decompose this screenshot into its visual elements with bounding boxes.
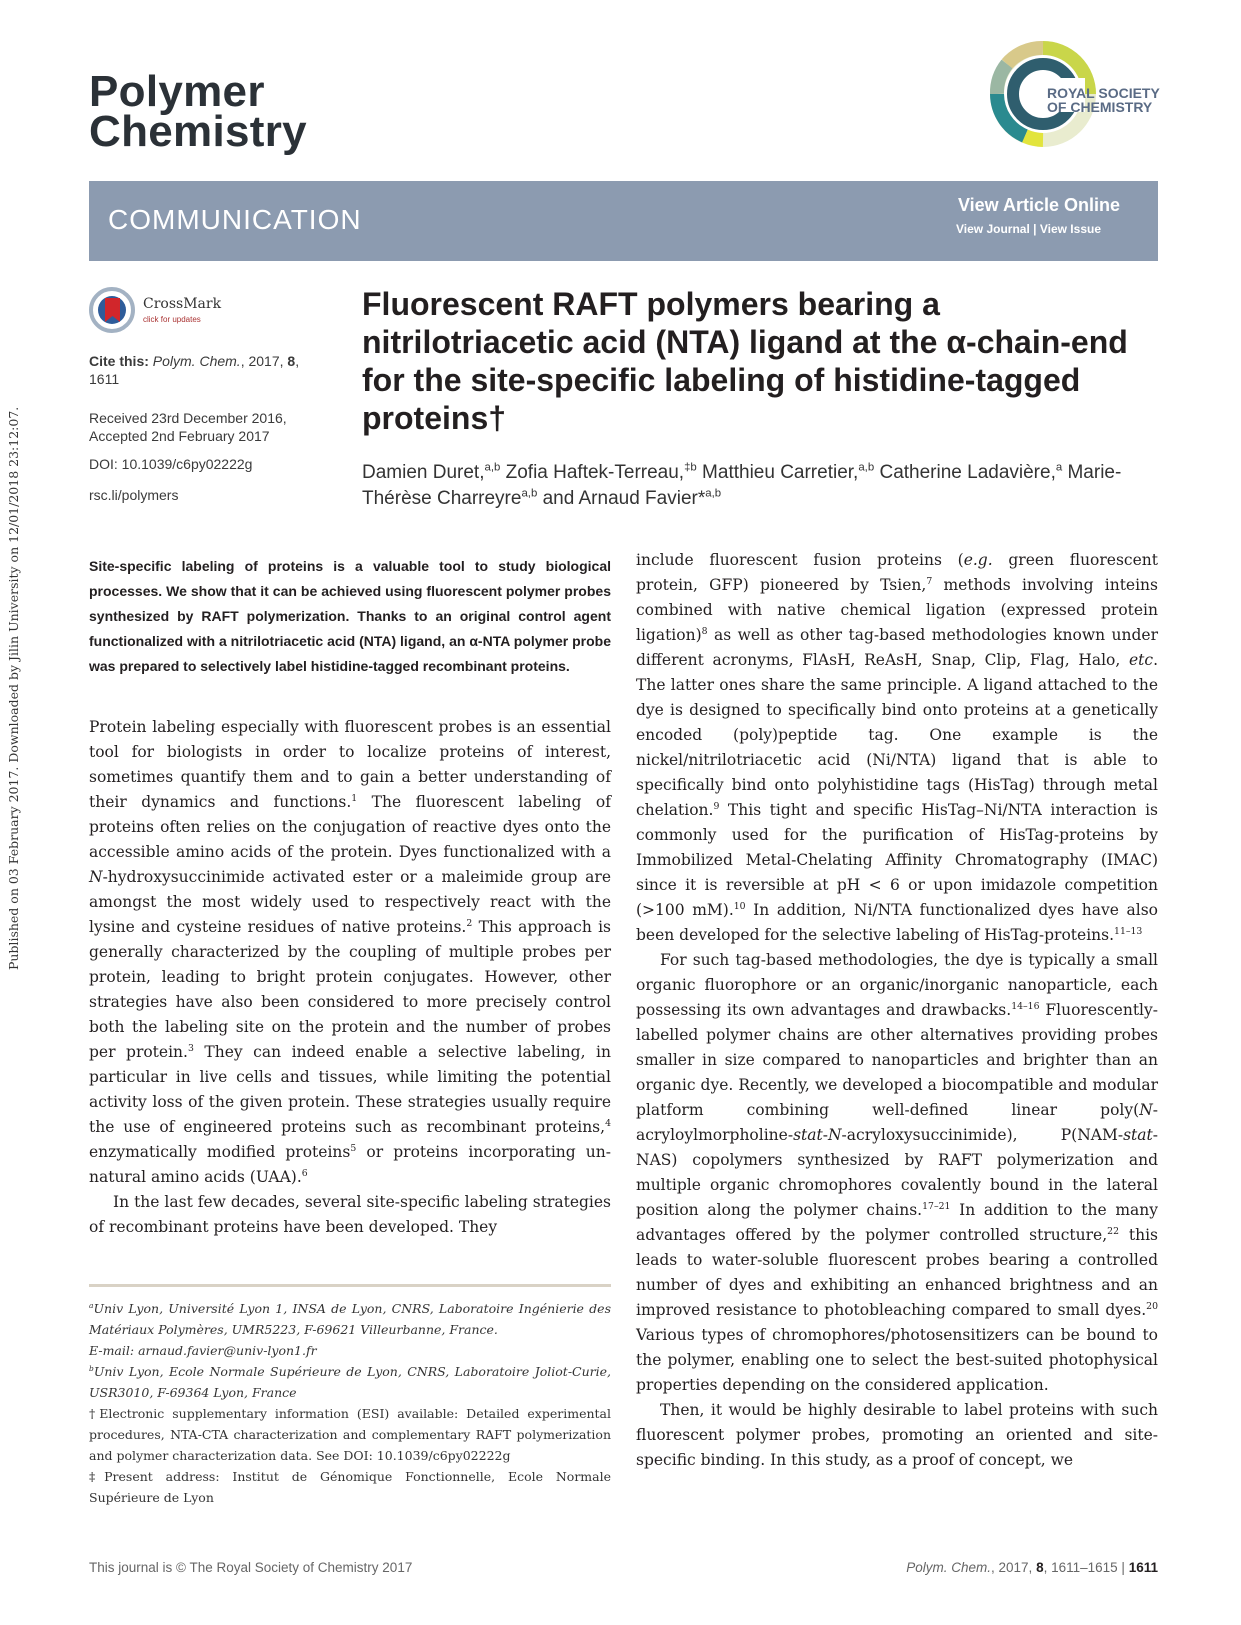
banner-links: View Journal | View Issue bbox=[955, 222, 1101, 236]
italic-text: etc bbox=[1128, 651, 1154, 669]
text-run: In addition, Ni/NTA functionalized dyes have also been developed for the selective labeling of HisTag-proteins. bbox=[636, 901, 1158, 944]
author-name: Catherine Ladavière, bbox=[874, 462, 1056, 483]
text-run: Various types of chromophores/photosensitizers can be bound to the polymer, enabling one to select the best-suited photophysical properties depending on the considered application. bbox=[636, 1326, 1158, 1394]
text-run: The fluorescent labeling of proteins often relies on the conjugation of reactive dyes onto the accessible amino acids of the protein. Dyes functionalized with a bbox=[89, 793, 611, 861]
citation-ref: 11–13 bbox=[1114, 925, 1143, 937]
author-list bbox=[362, 460, 1162, 512]
footnotes: $^a$Univ Lyon, Université Lyon 1, INSA de Lyon, CNRS, Laboratoire Ingénierie des Matériaux Polymères, UMR5223, F-69621 Villeurbanne, France. E-mail: arnaud.favier@univ-lyon1.fr $^b$Univ Lyon, Ecole Normale Supérieure de Lyon, CNRS, Laboratoire Joliot-Curie, USR3010, F-69364 Lyon, France †Electronic supplementary information (ESI) available: Detailed experimental procedures, NTA-CTA characterization and complementary RAFT polymerization and polymer characterization data. See DOI: 10.1039/c6py02222g ‡Present address: Institut de Génomique Fonctionnelle, Ecole Normale Supérieure de Lyon bbox=[89, 1298, 611, 1508]
page-footer: Polym. Chem., 2017, 8, 1611–1615 | 1611 bbox=[906, 1560, 1158, 1575]
text-run: They can indeed enable a selective labeling, in particular in live cells and tissues, while limiting the potential activity loss of the given protein. These strategies usually require the use of engineered proteins such as recombinant proteins, bbox=[89, 1043, 611, 1136]
text-run: In the last few decades, several site-specific labeling strategies of recombinant proteins have been developed. They bbox=[89, 1193, 611, 1236]
doi[interactable]: DOI: 10.1039/c6py02222g bbox=[89, 456, 253, 472]
rsc-name-line1: ROYAL SOCIETY bbox=[1047, 85, 1160, 101]
citation-ref: 17–21 bbox=[922, 1200, 951, 1212]
text-run: -NAS) copolymers synthesized by RAFT polymerization and multiple organic chromophores covalently bound in the lateral position along the polymer chains. bbox=[636, 1126, 1158, 1219]
body-paragraph bbox=[89, 715, 611, 1190]
citation-ref: 5 bbox=[350, 1142, 357, 1154]
esi-note: †Electronic supplementary information (ESI) available: Detailed experimental procedures, NTA-CTA characterization and complementary RAFT polymerization and polymer characterization data. See DOI: 10.1039/c6py02222g bbox=[89, 1406, 611, 1463]
accepted-date: Accepted 2nd February 2017 bbox=[89, 428, 270, 444]
body-left-column bbox=[89, 715, 611, 1240]
copyright-footer: This journal is © The Royal Society of Chemistry 2017 bbox=[89, 1560, 413, 1575]
citation-ref: 9 bbox=[713, 800, 720, 812]
download-note: Published on 03 February 2017. Downloaded by Jilin University on 12/01/2018 23:12:07. bbox=[6, 406, 21, 970]
text-run: For such tag-based methodologies, the dye is typically a small organic fluorophore or an organic/inorganic nanoparticle, each possessing its own advantages and drawbacks. bbox=[636, 951, 1158, 1019]
citation-ref: 14–16 bbox=[1011, 1000, 1040, 1012]
citation-ref: 6 bbox=[301, 1167, 308, 1179]
text-run: - bbox=[822, 1126, 828, 1144]
italic-text: N bbox=[89, 868, 103, 886]
view-article-online-link[interactable]: View Article Online bbox=[957, 195, 1120, 215]
article-type: COMMUNICATION bbox=[108, 204, 362, 235]
author-name: Zofia Haftek-Terreau, bbox=[500, 462, 685, 483]
text-run: methods involving inteins combined with native chemical ligation (expressed protein ligation) bbox=[636, 576, 1158, 644]
crossmark-badge[interactable]: CrossMark click for updates bbox=[89, 287, 229, 337]
author-name: Marie-Thérèse Charreyre bbox=[362, 462, 1122, 509]
citation-ref: 4 bbox=[605, 1117, 611, 1129]
citation-ref: 7 bbox=[926, 575, 933, 587]
body-paragraph bbox=[89, 1190, 611, 1240]
citation-ref: 22 bbox=[1107, 1225, 1119, 1237]
text-run: include fluorescent fusion proteins ( bbox=[636, 551, 964, 569]
body-right-column bbox=[636, 548, 1158, 1473]
italic-text: stat bbox=[793, 1126, 823, 1144]
italic-text: N bbox=[1139, 1101, 1153, 1119]
text-run: -acryloylmorpholine- bbox=[636, 1101, 1158, 1144]
contact-email[interactable]: E-mail: arnaud.favier@univ-lyon1.fr bbox=[89, 1343, 317, 1358]
journal-link[interactable]: rsc.li/polymers bbox=[89, 487, 179, 503]
citation-ref: 20 bbox=[1146, 1300, 1158, 1312]
body-paragraph bbox=[636, 548, 1158, 948]
text-run: This tight and specific HisTag–Ni/NTA interaction is commonly used for the purification of HisTag-proteins by Immobilized Metal-Chelating Affinity Chromatography (IMAC) since it is reversible at pH < 6 or upon imidazole competition (>100 mM). bbox=[636, 801, 1158, 919]
citation-ref: 3 bbox=[187, 1042, 194, 1054]
italic-text: stat bbox=[1123, 1126, 1153, 1144]
text-run: Then, it would be highly desirable to label proteins with such fluorescent polymer probes, promoting an oriented and site-specific binding. In this study, as a proof of concept, we bbox=[636, 1401, 1158, 1469]
text-run: This approach is generally characterized by the coupling of multiple probes per protein, leading to bright protein conjugates. However, other strategies have also been considered to more precisely control both the labeling site on the protein and the number of probes per protein. bbox=[89, 918, 612, 1061]
author-affiliation: a bbox=[1055, 461, 1063, 474]
text-run: Protein labeling especially with fluorescent probes is an essential tool for biologists in order to localize proteins of interest, sometimes quantify them and to gain a better understanding of their dynamics and functions. bbox=[89, 718, 611, 811]
author-name: Matthieu Carretier, bbox=[696, 462, 859, 483]
received-date: Received 23rd December 2016, bbox=[89, 410, 287, 426]
text-run: -hydroxysuccinimide activated ester or a maleimide group are amongst the most widely used to respectively react with the lysine and cysteine residues of native proteins. bbox=[89, 868, 611, 936]
crossmark-icon bbox=[89, 287, 135, 333]
text-run: green fluorescent protein, GFP) pioneered by Tsien, bbox=[636, 551, 1158, 594]
citation: Cite this: Polym. Chem., 2017, 8, 1611 bbox=[89, 353, 300, 387]
body-paragraph bbox=[636, 948, 1158, 1398]
page-number: 1611 bbox=[1128, 1560, 1158, 1575]
abstract: Site-specific labeling of proteins is a valuable tool to study biological processes. We show that it can be achieved using fluorescent polymer probes synthesized by RAFT polymerization. Thanks to an original control agent functionalized with a nitrilotriacetic acid (NTA) ligand, an α-NTA polymer probe was prepared to selectively label histidine-tagged recombinant proteins. bbox=[89, 558, 611, 674]
text-run: In addition to the many advantages offered by the polymer controlled structure, bbox=[636, 1201, 1158, 1244]
text-run: . The latter ones share the same principle. A ligand attached to the dye is designed to specifically bind onto proteins at a genetically encoded (poly)peptide tag. One example is the nickel/nitrilotriacetic acid (Ni/NTA) ligand that is able to specifically bind onto polyhistidine tags (HisTag) through metal chelation. bbox=[636, 651, 1158, 819]
rsc-logo[interactable] bbox=[985, 38, 1160, 156]
body-paragraph bbox=[636, 1398, 1158, 1473]
citation-ref: 1 bbox=[351, 792, 358, 804]
rsc-name-line2: OF CHEMISTRY bbox=[1047, 99, 1153, 115]
author-affiliation: ‡b bbox=[684, 461, 697, 474]
author-affiliation: a,b bbox=[705, 487, 722, 500]
author-affiliation: a,b bbox=[484, 461, 501, 474]
citation-ref: 2 bbox=[466, 917, 473, 929]
text-run: or proteins incorporating un-natural amino acids (UAA). bbox=[89, 1143, 612, 1186]
text-run: -acryloxysuccinimide), P(NAM- bbox=[841, 1126, 1124, 1144]
journal-title: Polymer Chemistry bbox=[89, 67, 307, 156]
citation-ref: 10 bbox=[733, 900, 746, 912]
text-run: as well as other tag-based methodologies known under different acronyms, FlAsH, ReAsH, Snap, Clip, Flag, Halo, bbox=[636, 626, 1158, 669]
author-affiliation: a,b bbox=[521, 487, 538, 500]
article-title: Fluorescent RAFT polymers bearing a nitrilotriacetic acid (NTA) ligand at the α-chain-end for the site-specific labeling of histidine-tagged proteins† bbox=[362, 286, 1128, 436]
italic-text: N bbox=[827, 1126, 842, 1144]
author-affiliation: a,b bbox=[858, 461, 875, 474]
text-run: this leads to water-soluble fluorescent probes bearing a controlled number of dyes and exhibiting an enhanced brightness and an improved resistance to photobleaching compared to small dyes. bbox=[636, 1226, 1158, 1319]
author-name: Damien Duret, bbox=[362, 462, 485, 483]
text-run: Fluorescently-labelled polymer chains are other alternatives providing probes smaller in size compared to nanoparticles and brighter than an organic dye. Recently, we developed a biocompatible and modular platform combining well-defined linear poly( bbox=[636, 1001, 1158, 1119]
article-type-banner bbox=[89, 181, 1158, 261]
italic-text: e.g. bbox=[963, 551, 993, 569]
text-run: enzymatically modified proteins bbox=[89, 1143, 351, 1161]
view-journal-link[interactable]: View Journal bbox=[955, 222, 1030, 236]
present-address: ‡Present address: Institut de Génomique Fonctionnelle, Ecole Normale Supérieure de Lyon bbox=[89, 1469, 611, 1505]
citation-ref: 8 bbox=[701, 625, 708, 637]
view-issue-link[interactable]: View Issue bbox=[1039, 222, 1101, 236]
author-name: and Arnaud Favier* bbox=[537, 488, 706, 509]
footnote-rule bbox=[89, 1284, 611, 1287]
